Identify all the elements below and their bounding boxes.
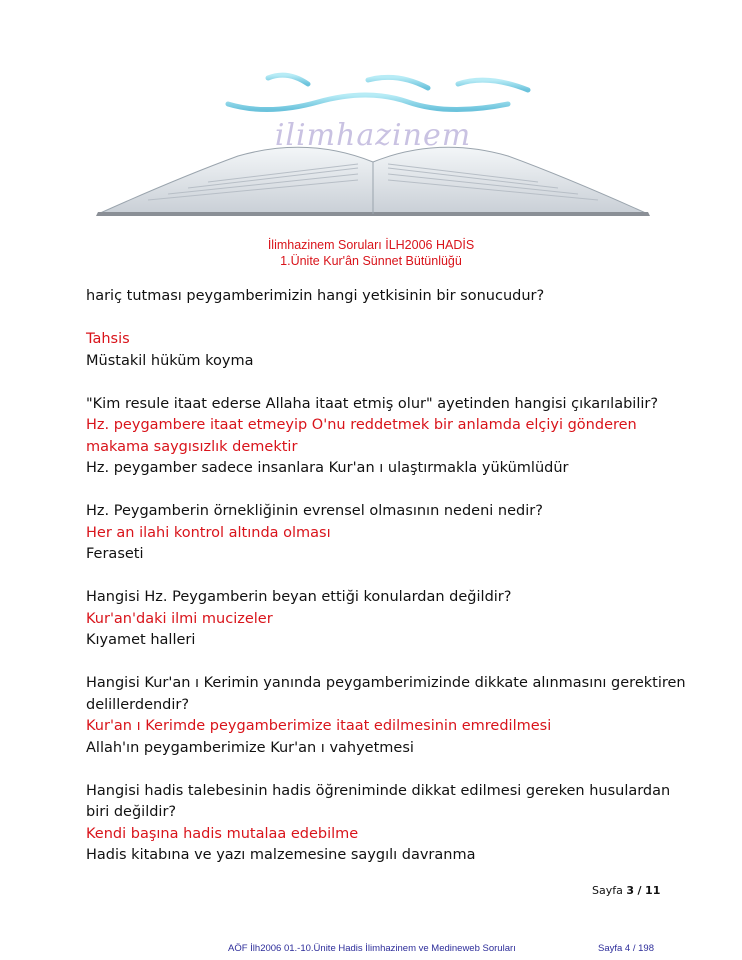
wrong-answer: Müstakil hüküm koyma (86, 352, 254, 369)
page-number (592, 884, 660, 897)
question-block (86, 781, 686, 867)
page-current: 3 (626, 884, 635, 897)
correct-answer: Kendi başına hadis mutalaa edebilme (86, 825, 359, 842)
document-title: İlimhazinem Soruları İLH2006 HADİS (267, 238, 475, 252)
wrong-answer: Feraseti (86, 546, 144, 562)
question-text: Hangisi Hz. Peygamberin beyan ettiği konulardan değildir? (86, 589, 512, 605)
wrong-answer: Hadis kitabına ve yazı malzemesine saygılı davranma (86, 847, 476, 863)
page-total: 11 (645, 884, 661, 897)
correct-answer: Kur'an'daki ilmi mucizeler (86, 610, 273, 627)
wrong-answer: Kıyamet halleri (86, 632, 196, 648)
question-block (86, 286, 686, 372)
question-text: Hangisi Kur'an ı Kerimin yanında peygamberimizinde dikkate alınmasını gerektiren delillerdendir? (86, 675, 686, 713)
question-text: Hangisi hadis talebesinin hadis öğreniminde dikkat edilmesi gereken husulardan biri değildir? (86, 782, 671, 820)
wrong-answer: Hz. peygamber sadece insanlara Kur'an ı ulaştırmakla yükümlüdür (86, 460, 569, 476)
correct-answer: Kur'an ı Kerimde peygamberimize itaat edilmesinin emredilmesi (86, 718, 552, 734)
question-list (86, 286, 686, 888)
question-block (86, 394, 686, 480)
brand-watermark: ilimhazinem (274, 118, 472, 153)
page-label: Sayfa (592, 884, 623, 897)
document-subtitle: 1.Ünite Kur'ân Sünnet Bütünlüğü (280, 254, 462, 268)
question-block (86, 501, 686, 566)
page-separator: / (637, 884, 642, 897)
footer-title: AÖF İlh2006 01.-10.Ünite Hadis İlimhazinem ve Medineweb Soruları (228, 943, 516, 954)
wrong-answer: Allah'ın peygamberimize Kur'an ı vahyetmesi (86, 739, 414, 756)
header-banner (88, 40, 658, 220)
footer-page: Sayfa 4 / 198 (598, 943, 654, 954)
correct-answer: Her an ilahi kontrol altında olması (86, 524, 331, 541)
question-block (86, 587, 686, 652)
correct-answer: Hz. peygambere itaat etmeyip O'nu reddetmek bir anlamda elçiyi gönderen makama saygısızlık demektir (86, 417, 637, 455)
open-book-image (88, 136, 658, 220)
question-block (86, 673, 686, 759)
correct-answer: Tahsis (86, 331, 130, 347)
question-text: hariç tutması peygamberimizin hangi yetkisinin bir sonucudur? (86, 288, 545, 304)
question-text: Hz. Peygamberin örnekliğinin evrensel olmasının nedeni nedir? (86, 503, 543, 519)
question-text: "Kim resule itaat ederse Allaha itaat etmiş olur" ayetinden hangisi çıkarılabilir? (86, 395, 659, 412)
